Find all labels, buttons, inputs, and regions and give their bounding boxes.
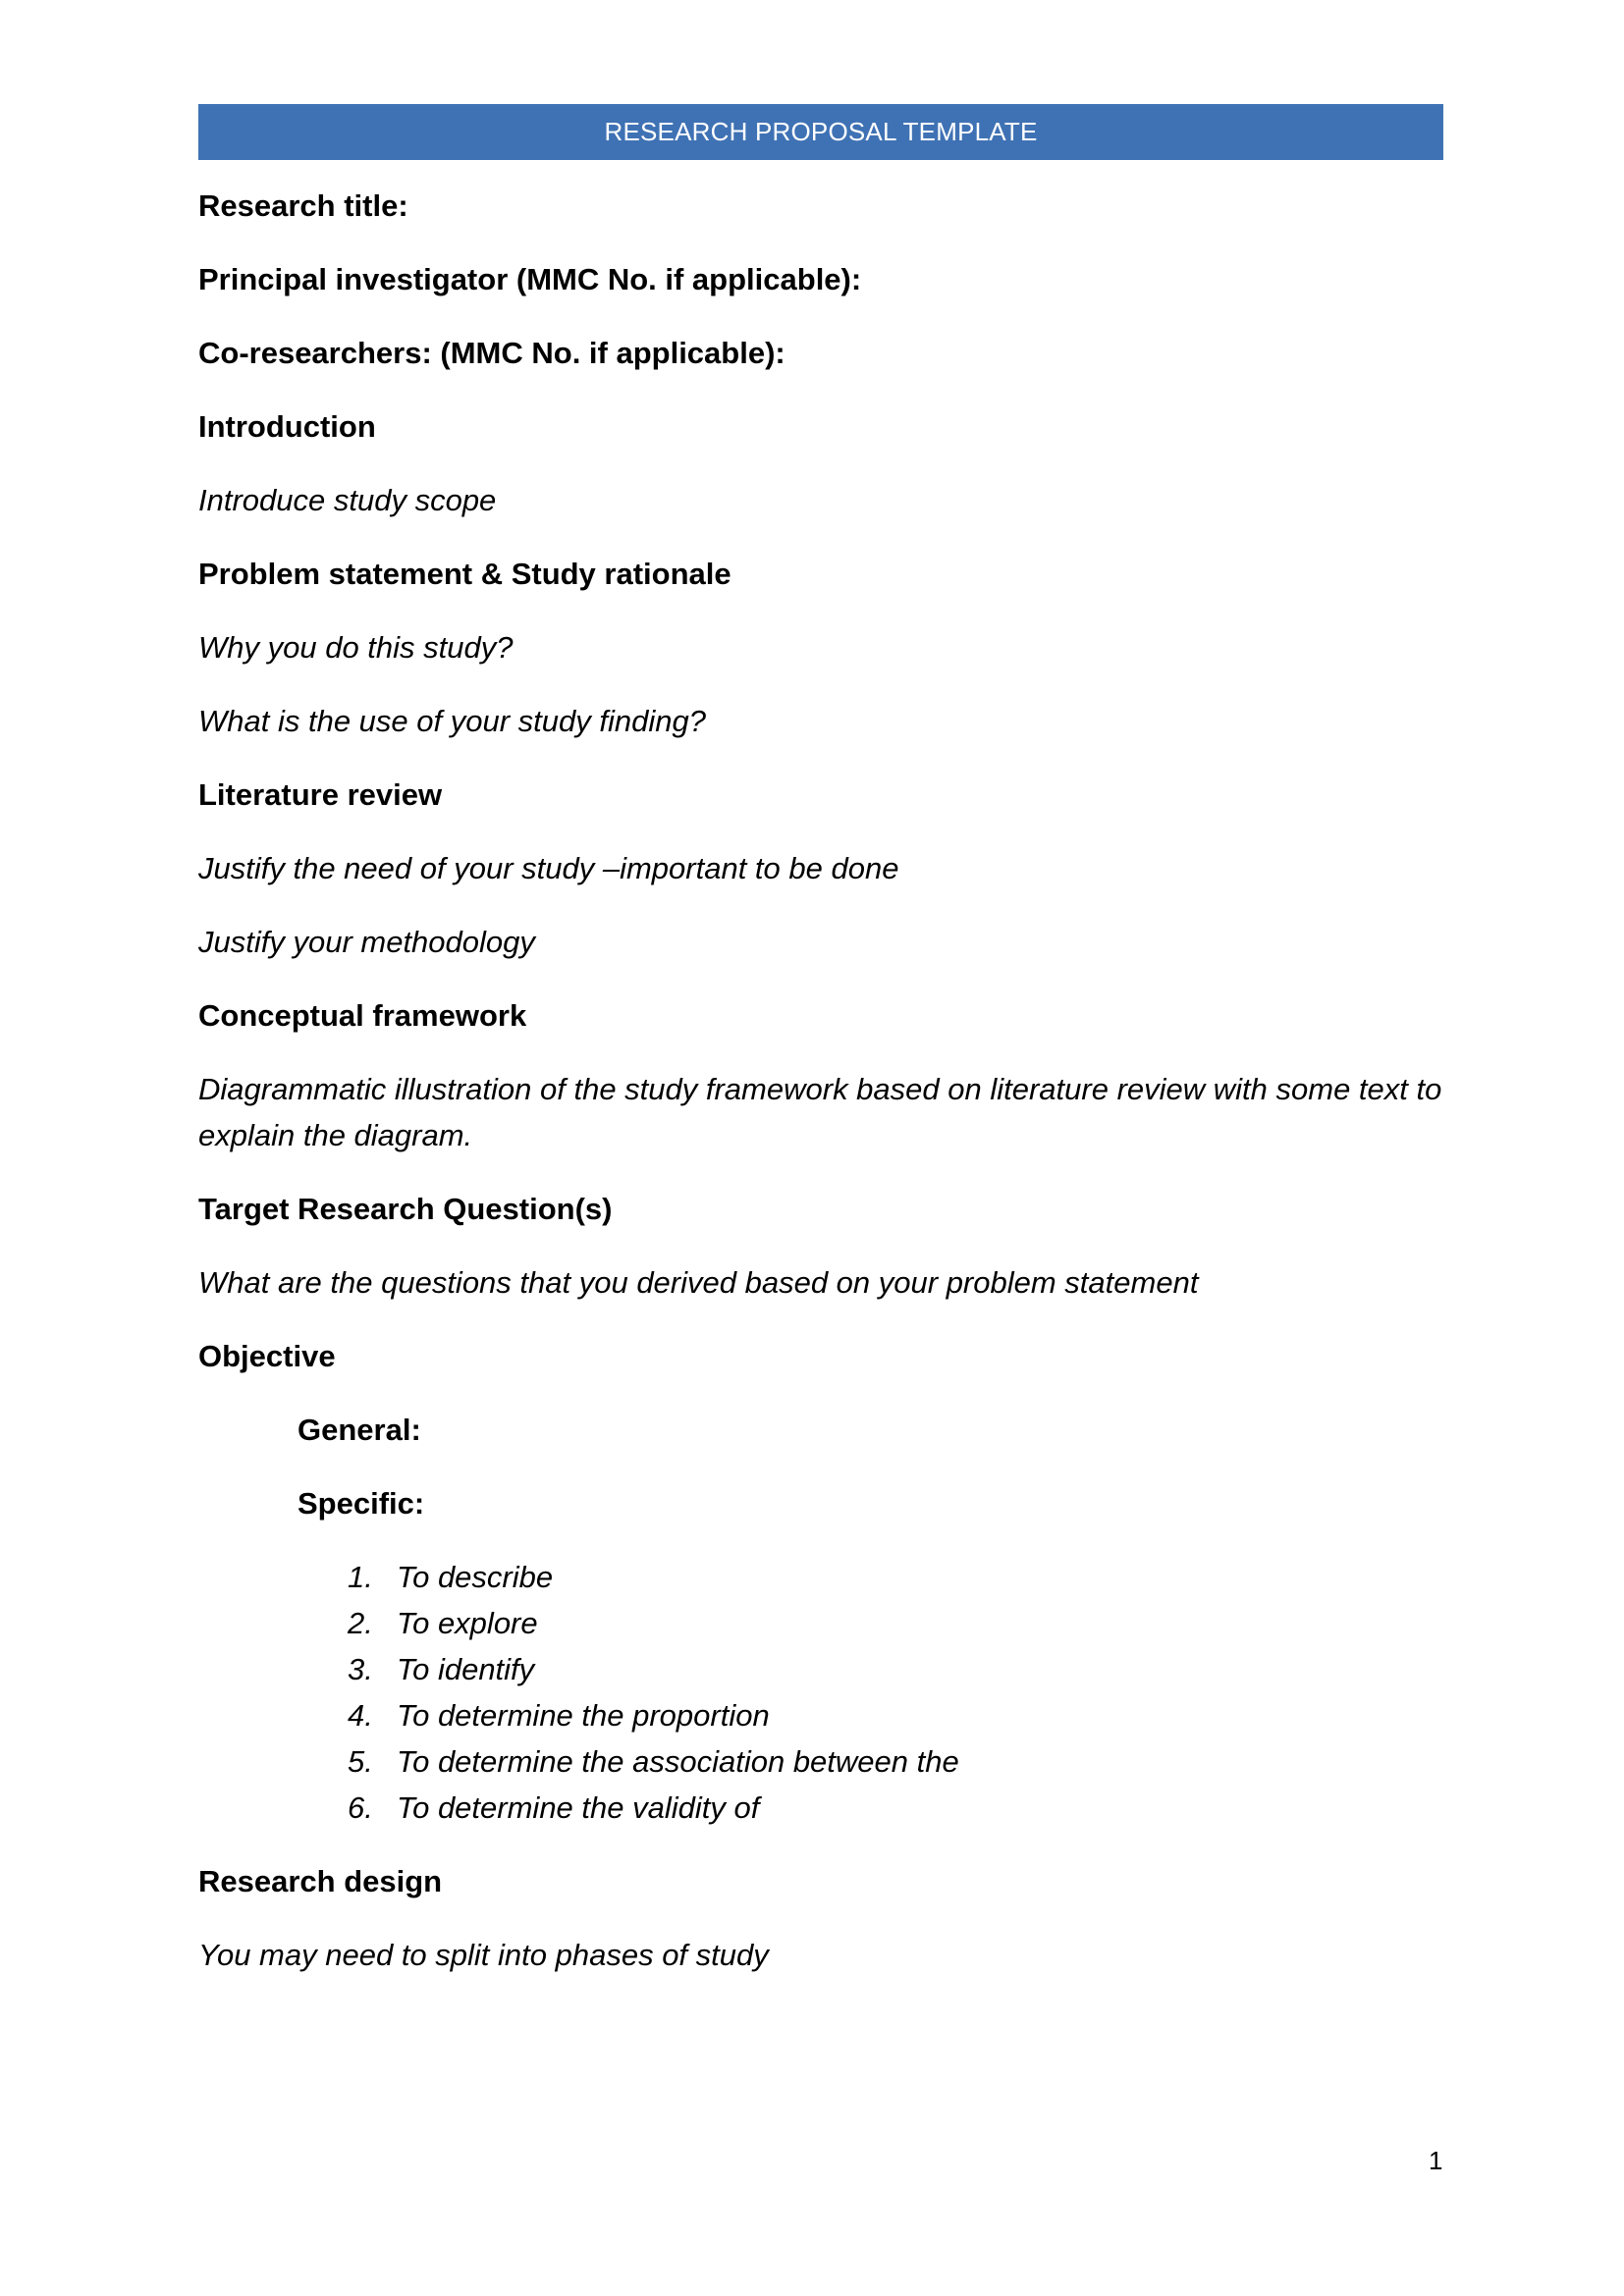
conceptual-framework-heading: Conceptual framework <box>198 998 527 1033</box>
problem-statement-prompt-1: Why you do this study? <box>198 630 514 665</box>
list-item-number: 1. <box>348 1560 373 1594</box>
introduction-heading: Introduction <box>198 409 376 444</box>
list-item <box>348 1554 553 1600</box>
page-number: 1 <box>1429 2146 1443 2175</box>
list-item <box>348 1646 534 1692</box>
list-item-number: 5. <box>348 1744 373 1779</box>
list-item-text: To explore <box>397 1606 538 1640</box>
research-questions-heading: Target Research Question(s) <box>198 1192 613 1226</box>
list-item <box>348 1738 959 1785</box>
list-item-text: To determine the validity of <box>397 1790 760 1825</box>
list-item <box>348 1692 770 1738</box>
list-item-text: To identify <box>397 1652 535 1686</box>
problem-statement-prompt-2: What is the use of your study finding? <box>198 704 706 738</box>
template-title-banner: RESEARCH PROPOSAL TEMPLATE <box>198 104 1443 160</box>
research-questions-prompt: What are the questions that you derived based on your problem statement <box>198 1265 1199 1300</box>
list-item-number: 6. <box>348 1790 373 1825</box>
introduction-prompt: Introduce study scope <box>198 483 497 517</box>
co-researchers-label: Co-researchers: (MMC No. if applicable): <box>198 336 785 370</box>
list-item-number: 4. <box>348 1698 373 1733</box>
list-item-text: To determine the proportion <box>397 1698 770 1733</box>
document-page <box>198 104 1443 1972</box>
objective-specific-label: Specific: <box>298 1486 425 1521</box>
list-item <box>348 1600 538 1646</box>
research-design-heading: Research design <box>198 1864 443 1898</box>
list-item-text: To describe <box>397 1560 554 1594</box>
objective-heading: Objective <box>198 1339 336 1373</box>
literature-review-heading: Literature review <box>198 777 443 812</box>
list-item-text: To determine the association between the <box>397 1744 959 1779</box>
research-design-prompt: You may need to split into phases of study <box>198 1938 769 1972</box>
objective-general-label: General: <box>298 1413 421 1447</box>
conceptual-framework-prompt: Diagrammatic illustration of the study framework based on literature review with some text to explain the diagram. <box>198 1072 1442 1152</box>
list-item <box>348 1785 759 1831</box>
principal-investigator-label: Principal investigator (MMC No. if applicable): <box>198 262 862 296</box>
literature-review-prompt-1: Justify the need of your study –important to be done <box>198 851 899 885</box>
list-item-number: 3. <box>348 1652 373 1686</box>
list-item-number: 2. <box>348 1606 373 1640</box>
research-title-label: Research title: <box>198 188 408 223</box>
problem-statement-heading: Problem statement & Study rationale <box>198 557 731 591</box>
literature-review-prompt-2: Justify your methodology <box>198 925 535 959</box>
